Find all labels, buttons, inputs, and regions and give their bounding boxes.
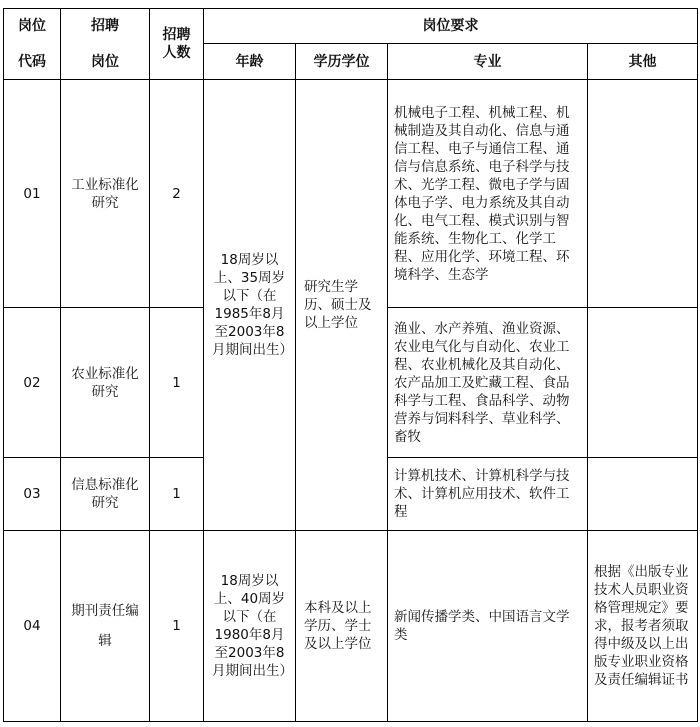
header-age: 年龄 bbox=[204, 44, 296, 80]
cell-count: 1 bbox=[150, 308, 204, 458]
header-requirements: 岗位要求 bbox=[204, 9, 698, 44]
cell-other bbox=[588, 80, 698, 308]
cell-code: 02 bbox=[4, 308, 61, 458]
cell-education: 本科及以上学历、学士及以上学位 bbox=[296, 531, 388, 722]
header-post-line2: 岗位 bbox=[91, 54, 119, 70]
cell-post: 工业标准化研究 bbox=[61, 80, 150, 308]
cell-major: 新闻传播学类、中国语言文学类 bbox=[388, 531, 588, 722]
header-post bbox=[61, 9, 150, 80]
cell-major: 机械电子工程、机械工程、机械制造及其自动化、信息与通信工程、电子与通信工程、通信与信息系统、电子科学与技术、光学工程、微电子学与固体电子学、电力系统及其自动化、电气工程、模式识别与智能系统、生物化工、化学工程、应用化学、环境工程、环境科学、生态学 bbox=[388, 80, 588, 308]
table-row bbox=[4, 531, 698, 722]
table-row bbox=[4, 80, 698, 308]
cell-post: 信息标准化研究 bbox=[61, 458, 150, 531]
cell-code: 01 bbox=[4, 80, 61, 308]
cell-other bbox=[588, 458, 698, 531]
recruitment-table bbox=[3, 8, 698, 722]
header-count-line1: 招聘 bbox=[162, 27, 191, 43]
header-code bbox=[4, 9, 61, 80]
cell-major: 计算机技术、计算机科学与技术、计算机应用技术、软件工程 bbox=[388, 458, 588, 531]
cell-count: 1 bbox=[150, 531, 204, 722]
cell-other: 根据《出版专业技术人员职业资格管理规定》要求，报考者须取得中级及以上出版专业职业资格及责任编辑证书 bbox=[588, 531, 698, 722]
header-count-line2: 人数 bbox=[162, 45, 191, 61]
cell-code: 03 bbox=[4, 458, 61, 531]
cell-code: 04 bbox=[4, 531, 61, 722]
cell-education-shared: 研究生学历、硕士及以上学位 bbox=[296, 80, 388, 531]
cell-age-shared: 18周岁以上、35周岁以下（在1985年8月至2003年8月期间出生） bbox=[204, 80, 296, 531]
cell-major: 渔业、水产养殖、渔业资源、农业电气化与自动化、农业工程、农业机械化及其自动化、农产品加工及贮藏工程、食品科学与工程、食品科学、动物营养与饲料科学、草业科学、畜牧 bbox=[388, 308, 588, 458]
header-count bbox=[150, 9, 204, 80]
header-row-top bbox=[4, 9, 698, 44]
cell-other bbox=[588, 308, 698, 458]
cell-age: 18周岁以上、40周岁以下（在1980年8月至2003年8月期间出生） bbox=[204, 531, 296, 722]
cell-post: 期刊责任编辑 bbox=[61, 531, 150, 722]
cell-count: 2 bbox=[150, 80, 204, 308]
header-education: 学历学位 bbox=[296, 44, 388, 80]
header-post-line1: 招聘 bbox=[91, 18, 119, 34]
cell-count: 1 bbox=[150, 458, 204, 531]
header-major: 专业 bbox=[388, 44, 588, 80]
cell-post: 农业标准化研究 bbox=[61, 308, 150, 458]
header-other: 其他 bbox=[588, 44, 698, 80]
header-code-line1: 岗位 bbox=[18, 18, 46, 34]
header-code-line2: 代码 bbox=[18, 54, 46, 70]
